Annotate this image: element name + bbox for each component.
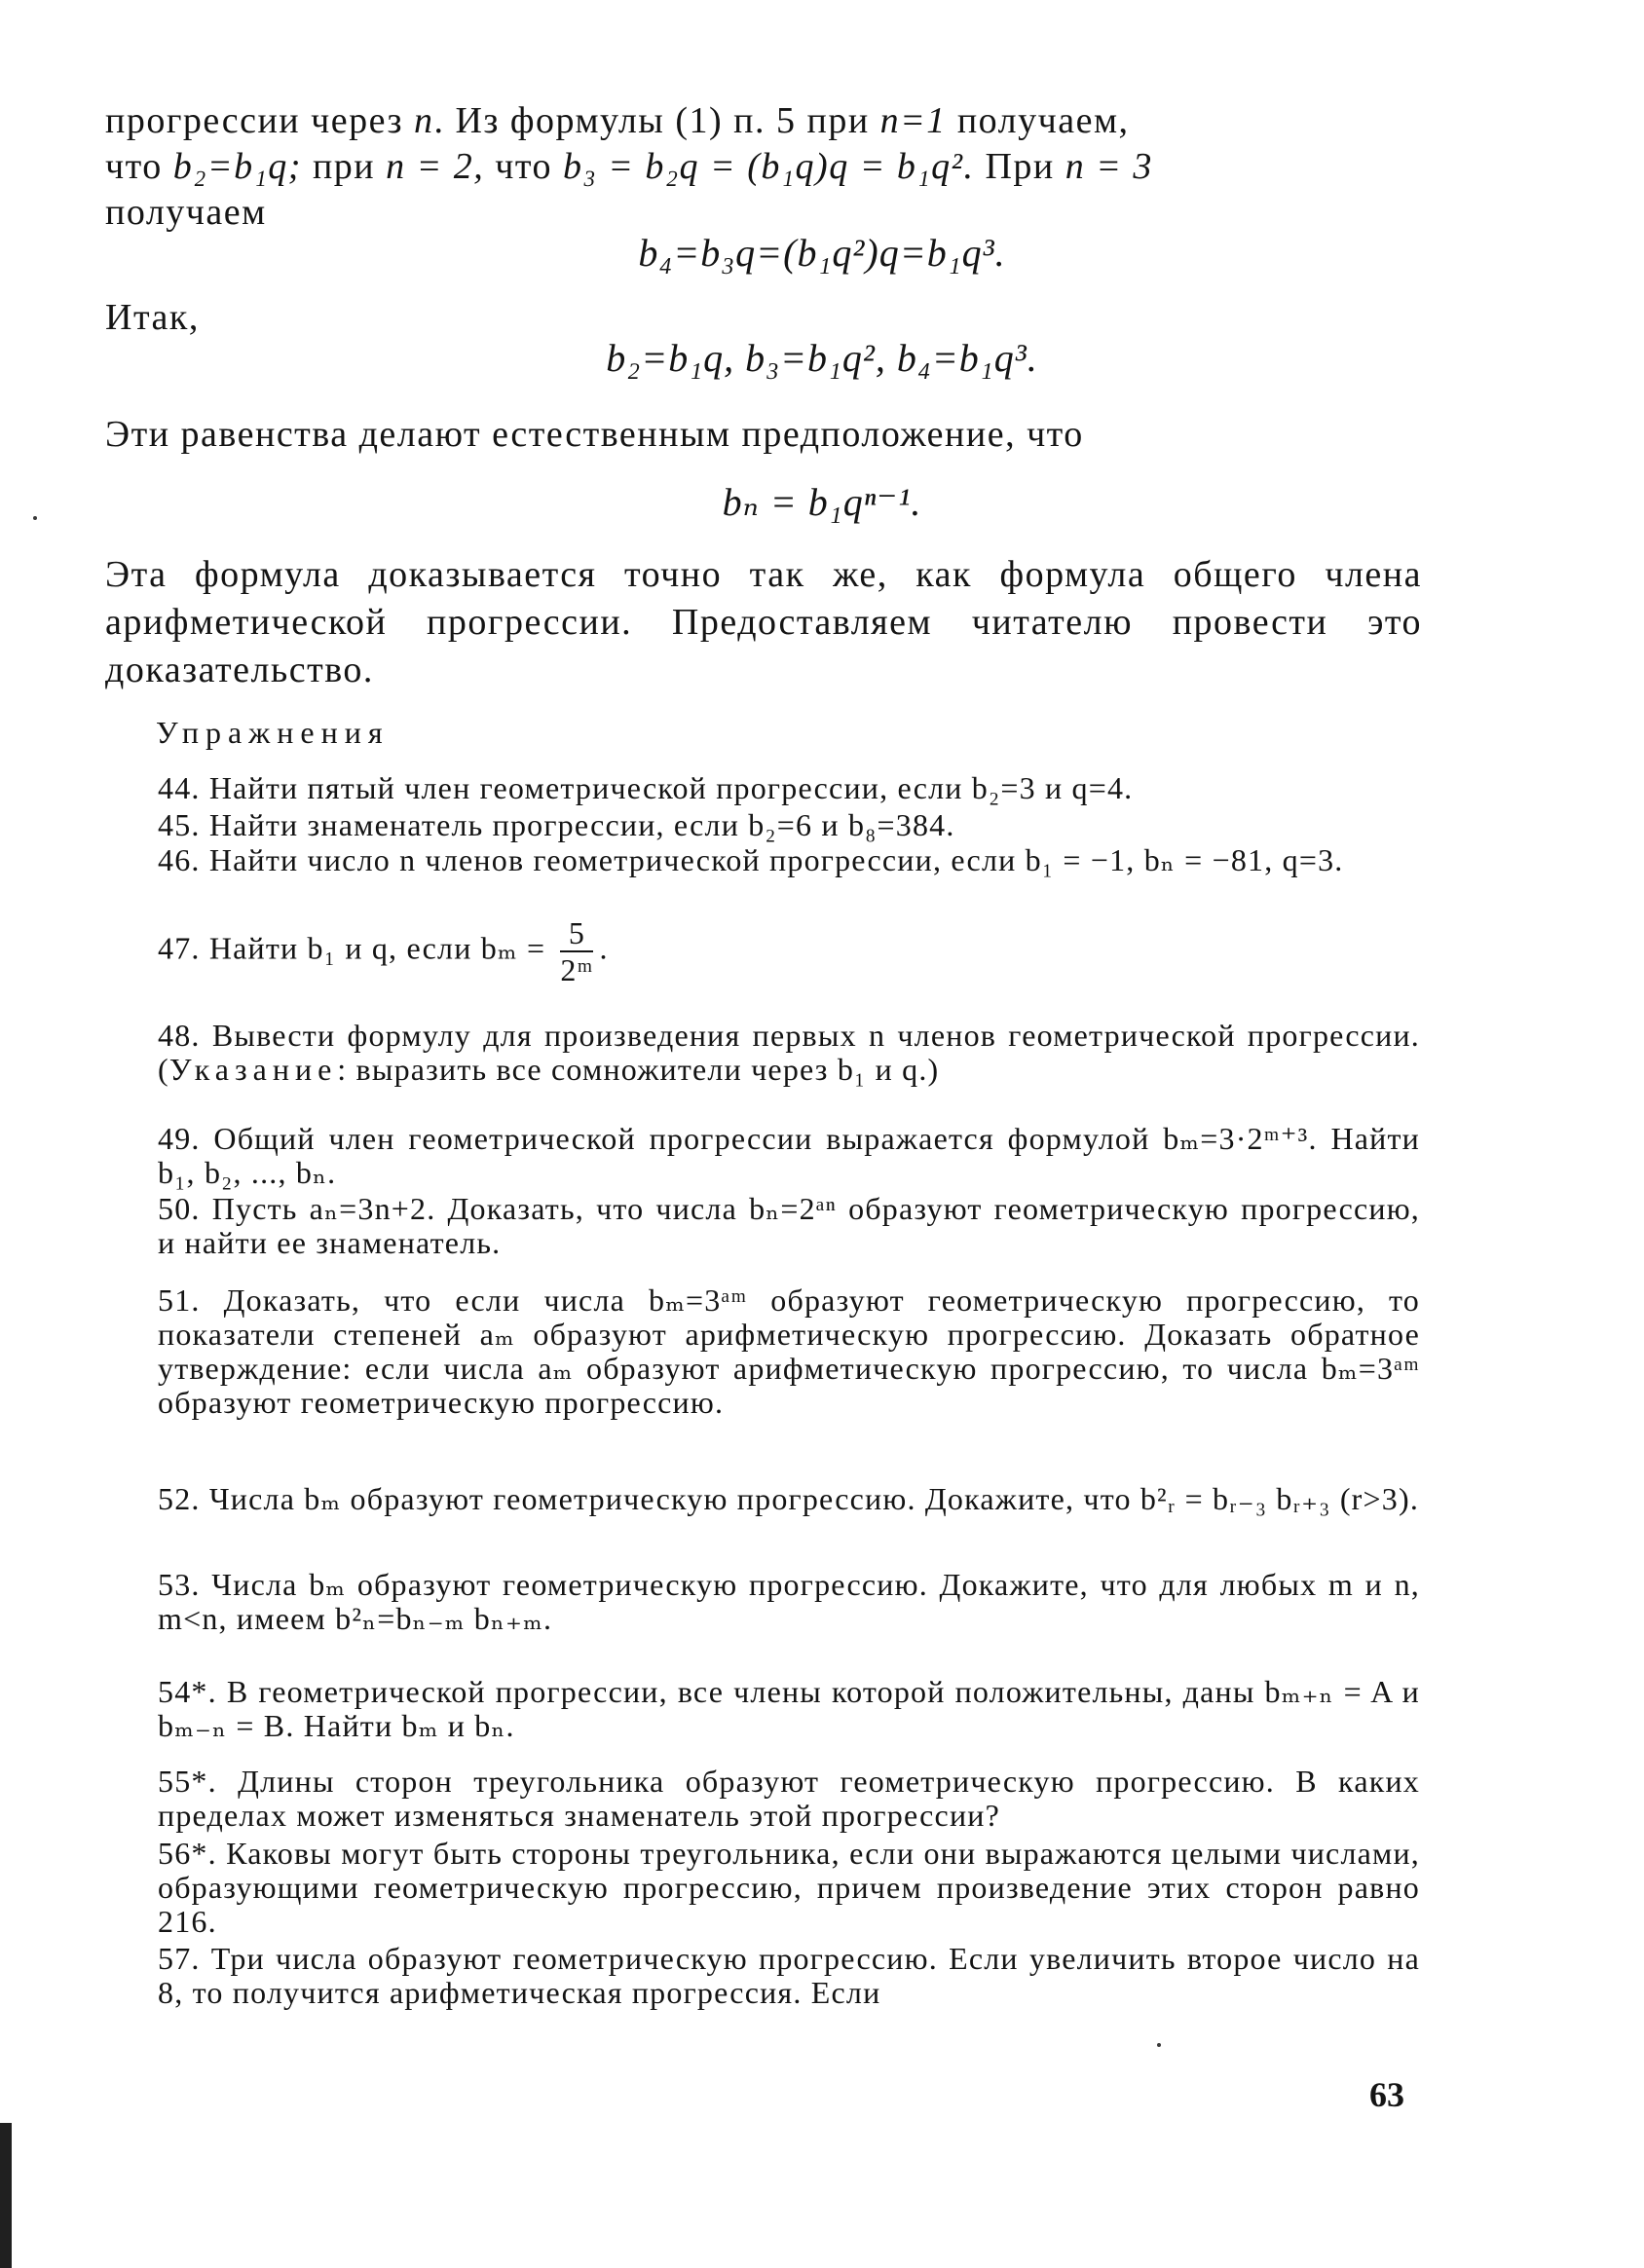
exercise-50: 50. Пусть aₙ=3n+2. Доказать, что числа bₙ=2ᵃⁿ образуют геометрическую прогрессию, и найти ее знаменатель. — [158, 1191, 1421, 1260]
exercise-46: 46. Найти число n членов геометрической прогрессии, если b₁ = −1, bₙ = −81, q=3. — [158, 842, 1344, 877]
formula-b4: b₄=b₃q=(b₁q²)q=b₁q³. — [638, 231, 1006, 275]
exercise-57: 57. Три числа образуют геометрическую прогрессию. Если увеличить второе число на 8, то получится арифметическая прогрессия. Если — [158, 1941, 1421, 2010]
formula-bn: bₙ = b₁qⁿ⁻¹. — [722, 480, 922, 524]
assumption-sentence: Эти равенства делают естественным предположение, что — [105, 414, 1084, 455]
exercise-55: 55*. Длины сторон треугольника образуют геометрическую прогрессию. В каких пределах может изменяться знаменатель этой прогрессии? — [158, 1764, 1420, 1833]
proof-paragraph: Эта формула доказывается точно так же, как формула общего члена арифметической прогрессии. Предоставляем читателю провести это доказательство. — [105, 554, 1422, 690]
scan-speck — [33, 516, 37, 520]
fraction-5-over-2m: $\frac{5}{\text{2ᵐ}}$ — [560, 915, 594, 987]
exercises-heading: Упражнения — [156, 715, 390, 750]
page-number: 63 — [1369, 2075, 1404, 2114]
exercise-53: 53. Числа bₘ образуют геометрическую прогрессию. Докажите, что для любых m и n, m<n, имеем b²ₙ=bₙ₋ₘ bₙ₊ₘ. — [158, 1567, 1421, 1636]
exercise-47: 47. Найти b₁ и q, если bₘ = $\frac{5}{\text{2ᵐ}}$ . — [158, 915, 609, 987]
exercise-45: 45. Найти знаменатель прогрессии, если b₂=6 и b₈=384. — [158, 807, 955, 842]
scan-speck — [1157, 2043, 1161, 2047]
intro-line-1: прогрессии через n. Из формулы (1) п. 5 при n=1 получаем, — [105, 100, 1130, 141]
scan-edge-shadow — [0, 2123, 12, 2268]
exercise-54: 54*. В геометрической прогрессии, все члены которой положительны, даны bₘ₊ₙ = A и bₘ₋ₙ = B. Найти bₘ и bₙ. — [158, 1674, 1421, 1743]
intro-line-2: что b₂=b₁q; при n = 2, что b₃ = b₂q = (b₁q)q = b₁q². При n = 3 — [105, 146, 1153, 187]
exercise-51: 51. Доказать, что если числа bₘ=3ᵃᵐ образуют геометрическую прогрессию, то показатели степеней aₘ образуют арифметическую прогрессию. Доказать обратное утверждение: если числа aₘ образуют арифметическую прогрессию, то числа bₘ=3ᵃᵐ образуют геометрическую прогрессию. — [158, 1283, 1420, 1420]
itak-label: Итак, — [105, 297, 200, 338]
intro-line-3: получаем — [105, 192, 267, 233]
exercise-49: 49. Общий член геометрической прогрессии выражается формулой bₘ=3·2ᵐ⁺³. Найти b₁, b₂, ..., bₙ. — [158, 1121, 1420, 1190]
formula-b2-b3-b4: b₂=b₁q, b₃=b₁q², b₄=b₁q³. — [606, 336, 1038, 380]
exercise-44: 44. Найти пятый член геометрической прогрессии, если b₂=3 и q=4. — [158, 770, 1134, 805]
exercise-52: 52. Числа bₘ образуют геометрическую прогрессию. Докажите, что b²ᵣ = bᵣ₋₃ bᵣ₊₃ (r>3). — [158, 1481, 1420, 1516]
intro-text — [105, 97, 1422, 237]
exercise-56: 56*. Каковы могут быть стороны треугольника, если они выражаются целыми числами, образующими геометрическую прогрессию, причем произведение этих сторон равно 216. — [158, 1836, 1421, 1939]
exercise-48: 48. Вывести формулу для произведения первых n членов геометрической прогрессии. (Указание: выразить все сомножители через b₁ и q.) — [158, 1018, 1421, 1087]
